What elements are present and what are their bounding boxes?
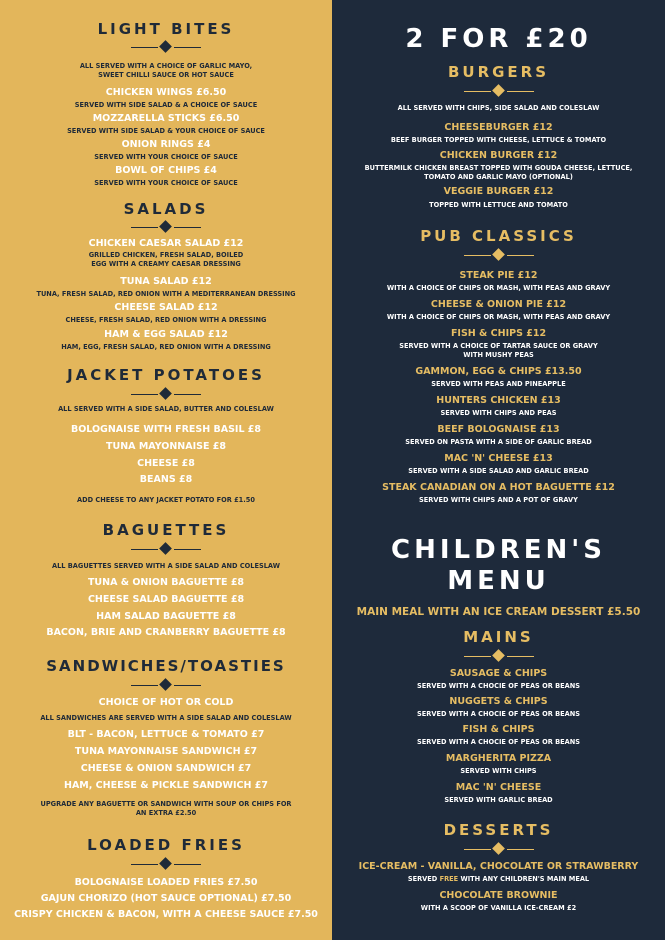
menu-item-desc: SERVED WITH A CHOICE OF TARTAR SAUCE OR GRAVY WITH MUSHY PEAS <box>399 342 598 359</box>
menu-item-desc: SERVED WITH A CHOCIE OF PEAS OR BEANS <box>417 738 580 746</box>
right-column <box>332 0 665 940</box>
menu-item-desc: SERVED WITH GARLIC BREAD <box>444 796 553 804</box>
light-bites-intro: ALL SERVED WITH A CHOICE OF GARLIC MAYO, SWEET CHILLI SAUCE OR HOT SAUCE <box>79 62 253 79</box>
jacket-note: ADD CHEESE TO ANY JACKET POTATO FOR £1.50 <box>77 496 255 504</box>
menu-item-desc: BUTTERMILK CHICKEN BREAST TOPPED WITH GOUDA CHEESE, LETTUCE, TOMATO AND GARLIC MAYO (OPTIONAL) <box>364 164 633 181</box>
menu-item: GAMMON, EGG & CHIPS £13.50 <box>415 366 582 377</box>
menu-item: MAC 'N' CHEESE £13 <box>444 453 553 464</box>
pub-classics-divider <box>464 251 534 259</box>
desserts-divider <box>464 845 534 853</box>
salads-divider <box>131 223 201 231</box>
menu-item-desc: SERVED WITH CHIPS AND PEAS <box>440 409 557 417</box>
menu-item: HAM SALAD BAGUETTE £8 <box>96 611 236 622</box>
menu-item-desc: CHEESE, FRESH SALAD, RED ONION WITH A DRESSING <box>65 316 267 324</box>
menu-item: TUNA MAYONNAISE £8 <box>106 441 226 452</box>
menu-item: FISH & CHIPS £12 <box>450 328 547 339</box>
menu-item: TUNA MAYONNAISE SANDWICH £7 <box>74 746 258 757</box>
menu-item: BEANS £8 <box>139 474 193 485</box>
free-highlight: FREE <box>439 875 459 883</box>
baguettes-heading: BAGUETTES <box>102 521 230 539</box>
menu-item: STEAK PIE £12 <box>459 270 538 281</box>
offer-title: 2 FOR £20 <box>405 24 592 54</box>
menu-item: CHEESE SALAD £12 <box>114 302 218 313</box>
menu-item: VEGGIE BURGER £12 <box>443 186 554 197</box>
menu-item: BOWL OF CHIPS £4 <box>115 165 217 176</box>
menu-item: CHEESEBURGER £12 <box>444 122 553 133</box>
menu-item: STEAK CANADIAN ON A HOT BAGUETTE £12 <box>382 482 615 493</box>
jacket-potatoes-divider <box>131 390 201 398</box>
menu-item-desc: SERVED WITH CHIPS <box>460 767 537 775</box>
sandwiches-subtitle: CHOICE OF HOT OR COLD <box>98 697 234 708</box>
menu-item: HUNTERS CHICKEN £13 <box>436 395 561 406</box>
menu-item: CHICKEN BURGER £12 <box>439 150 558 161</box>
menu-item: CHEESE & ONION PIE £12 <box>430 299 567 310</box>
menu-item: SAUSAGE & CHIPS <box>449 668 548 679</box>
menu-item: CHEESE SALAD BAGUETTE £8 <box>87 594 245 605</box>
menu-item-desc: SERVED WITH SIDE SALAD & A CHOICE OF SAUCE <box>74 101 258 109</box>
menu-item-desc: TOPPED WITH LETTUCE AND TOMATO <box>429 201 568 209</box>
jacket-intro: ALL SERVED WITH A SIDE SALAD, BUTTER AND COLESLAW <box>58 405 274 413</box>
menu-item: HAM & EGG SALAD £12 <box>104 329 228 340</box>
menu-item-desc: SERVED WITH A CHOCIE OF PEAS OR BEANS <box>417 710 580 718</box>
baguettes-intro: ALL BAGUETTES SERVED WITH A SIDE SALAD AND COLESLAW <box>51 562 280 570</box>
burgers-intro: ALL SERVED WITH CHIPS, SIDE SALAD AND COLESLAW <box>397 104 600 112</box>
menu-item-desc: WITH A CHOICE OF CHIPS OR MASH, WITH PEAS AND GRAVY <box>386 313 611 321</box>
menu-item: CRISPY CHICKEN & BACON, WITH A CHEESE SAUCE £7.50 <box>14 909 318 920</box>
menu-item: ONION RINGS £4 <box>121 139 211 150</box>
menu-item: BLT - BACON, LETTUCE & TOMATO £7 <box>67 729 265 740</box>
menu-item: TUNA SALAD £12 <box>120 276 212 287</box>
menu-item-desc: SERVED WITH PEAS AND PINEAPPLE <box>431 380 566 388</box>
menu-item-desc: SERVED WITH A CHOCIE OF PEAS OR BEANS <box>417 682 580 690</box>
childrens-menu-title-line2: MENU <box>447 566 550 596</box>
menu-item: BEEF BOLOGNAISE £13 <box>437 424 560 435</box>
menu-item: CHICKEN WINGS £6.50 <box>105 87 227 98</box>
menu-item: NUGGETS & CHIPS <box>449 696 548 707</box>
jacket-potatoes-heading: JACKET POTATOES <box>67 366 265 384</box>
sandwiches-note: UPGRADE ANY BAGUETTE OR SANDWICH WITH SOUP OR CHIPS FOR AN EXTRA £2.50 <box>40 800 292 817</box>
menu-item-desc: SERVED WITH CHIPS AND A POT OF GRAVY <box>419 496 578 504</box>
light-bites-divider <box>131 43 201 51</box>
sandwiches-heading: SANDWICHES/TOASTIES <box>46 657 286 675</box>
menu-item: TUNA & ONION BAGUETTE £8 <box>87 577 245 588</box>
menu-item: GAJUN CHORIZO (HOT SAUCE OPTIONAL) £7.50 <box>40 893 292 904</box>
menu-item-desc: SERVED WITH A SIDE SALAD AND GARLIC BREAD <box>408 467 589 475</box>
desc-part: SERVED <box>407 875 440 883</box>
salads-heading: SALADS <box>123 200 209 218</box>
light-bites-heading: LIGHT BITES <box>97 20 235 38</box>
menu-item-desc: SERVED ON PASTA WITH A SIDE OF GARLIC BREAD <box>405 438 592 446</box>
mains-divider <box>464 652 534 660</box>
menu-item: CHICKEN CAESAR SALAD £12 <box>88 238 244 249</box>
menu-item: HAM, CHEESE & PICKLE SANDWICH £7 <box>64 780 268 791</box>
menu-item: BOLOGNAISE LOADED FRIES £7.50 <box>74 877 258 888</box>
desc-part: WITH ANY CHILDREN'S MAIN MEAL <box>458 875 590 883</box>
menu-item: CHEESE & ONION SANDWICH £7 <box>80 763 252 774</box>
menu-item: MAC 'N' CHEESE <box>455 782 542 793</box>
pub-classics-heading: PUB CLASSICS <box>420 227 577 245</box>
menu-item-desc <box>332 875 665 884</box>
menu-item: CHOCOLATE BROWNIE <box>439 890 558 901</box>
menu-item: BOLOGNAISE WITH FRESH BASIL £8 <box>70 424 262 435</box>
menu-item-desc: WITH A SCOOP OF VANILLA ICE-CREAM £2 <box>420 904 577 912</box>
desserts-heading: DESSERTS <box>443 821 554 839</box>
menu-item-desc: GRILLED CHICKEN, FRESH SALAD, BOILED EGG WITH A CREAMY CAESAR DRESSING <box>88 251 244 268</box>
baguettes-divider <box>131 545 201 553</box>
menu-item: MOZZARELLA STICKS £6.50 <box>92 113 240 124</box>
loaded-fries-heading: LOADED FRIES <box>87 836 245 854</box>
childrens-deal: MAIN MEAL WITH AN ICE CREAM DESSERT £5.50 <box>356 606 641 618</box>
menu-item-desc: SERVED WITH YOUR CHOICE OF SAUCE <box>94 153 238 161</box>
menu-item-desc: WITH A CHOICE OF CHIPS OR MASH, WITH PEAS AND GRAVY <box>386 284 611 292</box>
sandwiches-intro: ALL SANDWICHES ARE SERVED WITH A SIDE SALAD AND COLESLAW <box>40 714 292 722</box>
menu-item: MARGHERITA PIZZA <box>445 753 552 764</box>
menu-item-desc: SERVED WITH YOUR CHOICE OF SAUCE <box>94 179 238 187</box>
menu-item: BACON, BRIE AND CRANBERRY BAGUETTE £8 <box>46 627 286 638</box>
menu-item-desc: BEEF BURGER TOPPED WITH CHEESE, LETTUCE & TOMATO <box>390 136 607 144</box>
menu-item-desc: HAM, EGG, FRESH SALAD, RED ONION WITH A DRESSING <box>61 343 271 351</box>
burgers-heading: BURGERS <box>447 63 550 81</box>
mains-heading: MAINS <box>463 628 534 646</box>
sandwiches-divider <box>131 681 201 689</box>
menu-item: ICE-CREAM - VANILLA, CHOCOLATE OR STRAWBERRY <box>358 861 639 872</box>
burgers-divider <box>464 87 534 95</box>
menu-item-desc: SERVED WITH SIDE SALAD & YOUR CHOICE OF SAUCE <box>67 127 265 135</box>
menu-item: FISH & CHIPS <box>462 724 535 735</box>
left-column <box>0 0 332 940</box>
menu-item-desc: TUNA, FRESH SALAD, RED ONION WITH A MEDITERRANEAN DRESSING <box>36 290 296 298</box>
menu-item: CHEESE £8 <box>137 458 195 469</box>
childrens-menu-title-line1: CHILDREN'S <box>391 535 606 565</box>
loaded-fries-divider <box>131 860 201 868</box>
